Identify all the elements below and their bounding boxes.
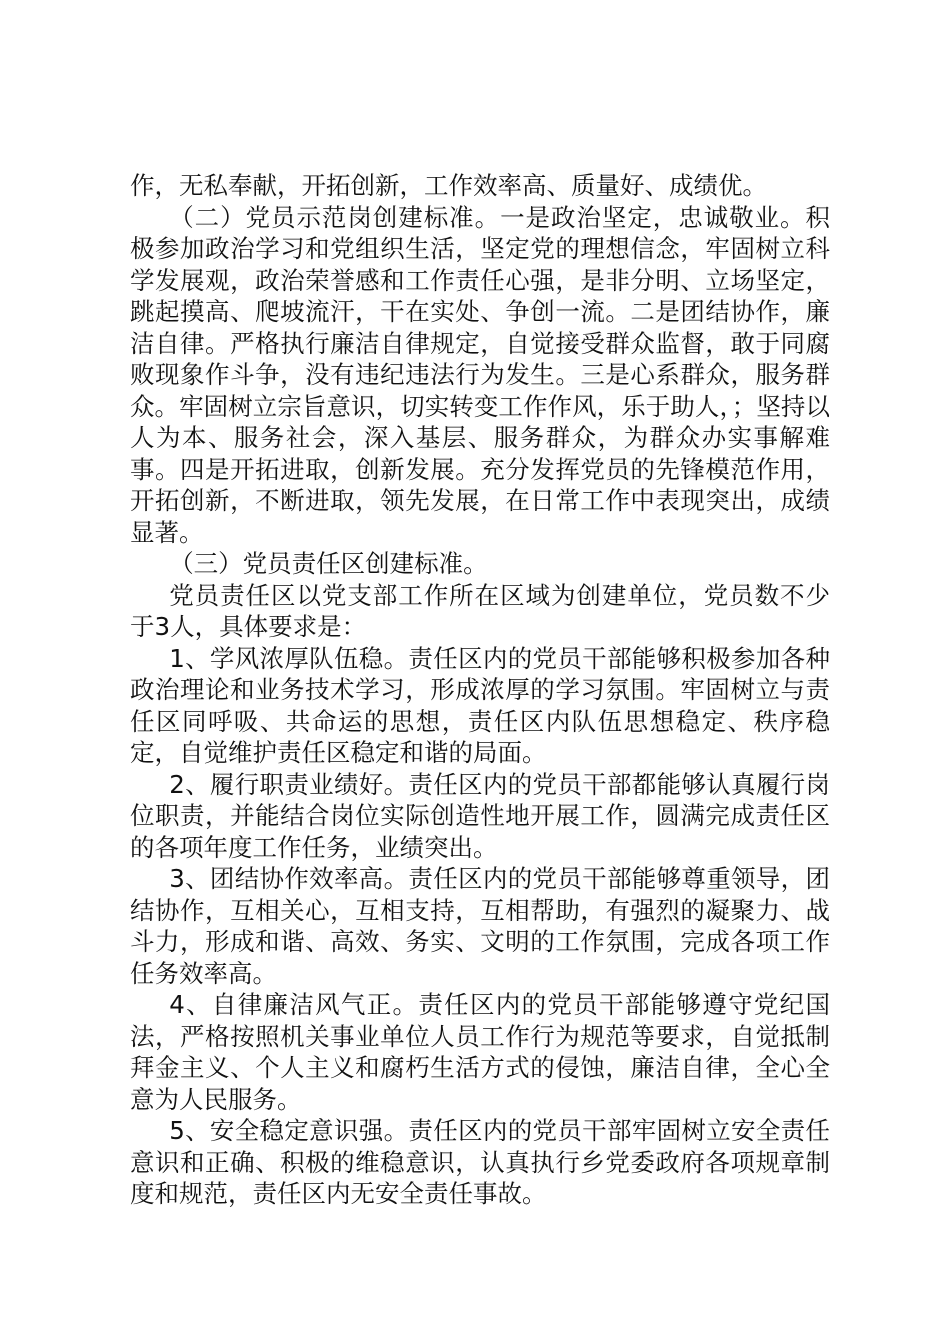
list-item-2: 2、履行职责业绩好。责任区内的党员干部都能够认真履行岗位职责，并能结合岗位实际创造性地开展工作，圆满完成责任区的各项年度工作任务，业绩突出。: [130, 769, 830, 862]
list-item-5: 5、安全稳定意识强。责任区内的党员干部牢固树立安全责任意识和正确、积极的维稳意识，认真执行乡党委政府各项规章制度和规范，责任区内无安全责任事故。: [130, 1116, 830, 1208]
paragraph-continuation: 作，无私奉献，开拓创新，工作效率高、质量好、成绩优。: [130, 171, 767, 200]
document-body: [130, 170, 830, 1210]
paragraph-responsibility-zone-intro: 党员责任区以党支部工作所在区域为创建单位，党员数不少于3人，具体要求是：: [130, 580, 830, 641]
list-item-4: 4、自律廉洁风气正。责任区内的党员干部能够遵守党纪国法，严格按照机关事业单位人员工作行为规范等要求，自觉抵制拜金主义、个人主义和腐朽生活方式的侵蚀，廉洁自律，全心全意为人民服务。: [130, 990, 830, 1114]
heading-responsibility-zone-standard: （三）党员责任区创建标准。: [169, 549, 488, 578]
list-item-1: 1、学风浓厚队伍稳。责任区内的党员干部能够积极参加各种政治理论和业务技术学习，形成浓厚的学习氛围。牢固树立与责任区同呼吸、共命运的思想，责任区内队伍思想稳定、秩序稳定，自觉维护责任区稳定和谐的局面。: [130, 643, 830, 767]
paragraph-party-member-model-post: （二）党员示范岗创建标准。一是政治坚定，忠诚敬业。积极参加政治学习和党组织生活，坚定党的理想信念，牢固树立科学发展观，政治荣誉感和工作责任心强，是非分明、立场坚定，跳起摸高、爬坡流汗，干在实处、争创一流。二是团结协作，廉洁自律。严格执行廉洁自律规定，自觉接受群众监督，敢于同腐败现象作斗争，没有违纪违法行为发生。三是心系群众，服务群众。牢固树立宗旨意识，切实转变工作作风，乐于助人，；坚持以人为本、服务社会，深入基层、服务群众，为群众办实事解难事。四是开拓进取，创新发展。充分发挥党员的先锋模范作用，开拓创新，不断进取，领先发展，在日常工作中表现突出，成绩显著。: [130, 202, 830, 547]
list-item-3: 3、团结协作效率高。责任区内的党员干部能够尊重领导，团结协作，互相关心，互相支持，互相帮助，有强烈的凝聚力、战斗力，形成和谐、高效、务实、文明的工作氛围，完成各项工作任务效率高。: [130, 864, 830, 988]
